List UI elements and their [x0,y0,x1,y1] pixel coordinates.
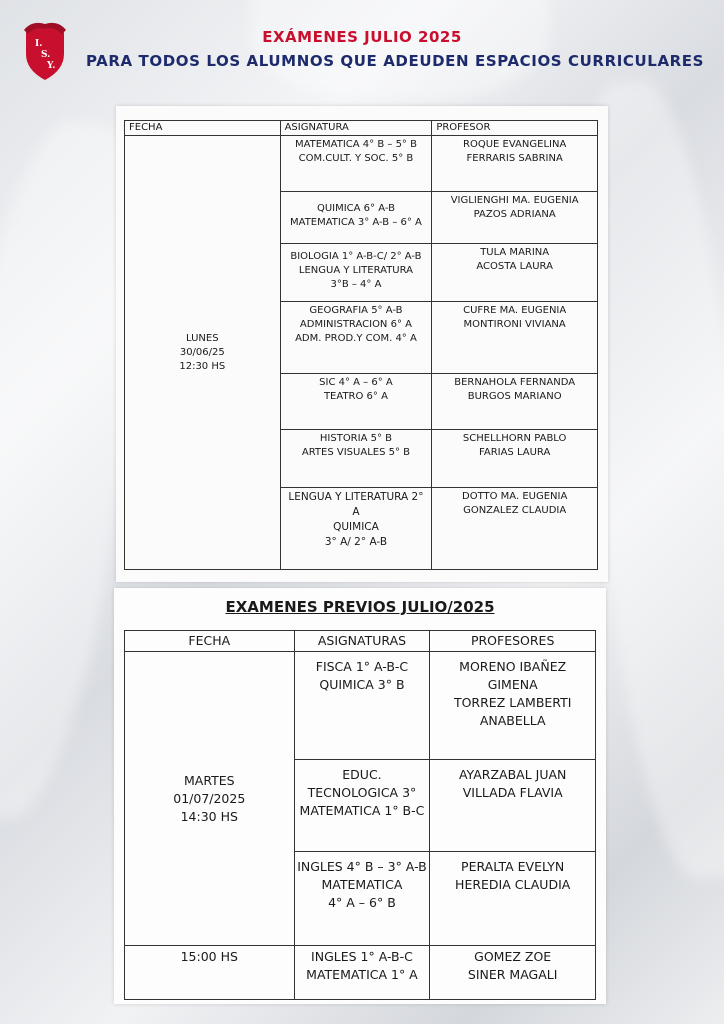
teacher-line: HEREDIA CLAUDIA [455,877,571,892]
teacher-line: GONZALEZ CLAUDIA [463,505,567,516]
teacher-line: VILLADA FLAVIA [462,785,563,800]
subject-line: ADMINISTRACION 6° A [299,319,412,330]
schedule-table-2 [124,630,596,1000]
subjects-cell [294,760,430,852]
subject-line: BIOLOGIA 1° A-B-C/ 2° A-B [290,251,422,262]
subject-line: TECNOLOGICA 3° [307,785,417,800]
header-fecha: FECHA [125,121,281,136]
table-header-row [125,631,596,652]
teacher-line: SCHELLHORN PABLO [462,433,567,444]
schedule-sheet-2 [114,588,606,1004]
date-date: 30/06/25 [179,346,225,358]
subject-line: COM.CULT. Y SOC. 5° B [298,153,414,164]
subject-line: TEATRO 6° A [323,391,388,402]
teachers-cell [432,244,598,302]
subject-line: MATEMATICA 1° B-C [299,803,425,818]
teacher-line: PERALTA EVELYN [461,859,565,874]
teacher-line: PAZOS ADRIANA [473,209,556,220]
subjects-cell [280,374,432,430]
subjects-cell [280,430,432,488]
subjects-cell [294,852,430,946]
subject-line: MATEMATICA [321,877,403,892]
teachers-cell [432,192,598,244]
subject-line: ARTES VISUALES 5° B [301,447,411,458]
teachers-cell [432,302,598,374]
teacher-line: TORREZ LAMBERTI [453,695,572,710]
subject-line: EDUC. [342,767,382,782]
teacher-line: ROQUE EVANGELINA [463,139,567,150]
subject-line: QUIMICA 3° B [319,677,405,692]
table-header-row [125,121,598,136]
teachers-cell [432,430,598,488]
teacher-line: ANABELLA [479,713,546,728]
date-day: MARTES [183,772,235,788]
subject-line: HISTORIA 5° B [319,433,393,444]
teacher-line: GIMENA [487,677,538,692]
subjects-cell [294,946,430,1000]
page-subtitle: PARA TODOS LOS ALUMNOS QUE ADEUDEN ESPACIOS CURRICULARES [85,52,705,70]
teacher-line: AYARZABAL JUAN [458,767,567,782]
teacher-line: FARIAS LAURA [479,447,551,458]
teacher-line: CUFRE MA. EUGENIA [463,305,567,316]
teacher-line: BURGOS MARIANO [467,391,562,402]
header [0,0,724,100]
teachers-cell [432,488,598,570]
teacher-line: VIGLIENGHI MA. EUGENIA [450,195,579,206]
subject-line: FISCA 1° A-B-C [315,659,409,674]
subjects-cell [280,192,432,244]
subject-line: A [352,506,360,518]
page-title: EXÁMENES JULIO 2025 [262,28,462,46]
teachers-cell [430,760,596,852]
teacher-line: TULA MARINA [480,247,550,258]
date-cell [125,652,295,946]
subjects-cell [280,244,432,302]
teachers-cell [430,852,596,946]
teacher-line: FERRARIS SABRINA [466,153,563,164]
table-row [125,652,596,760]
svg-text:Y.: Y. [47,61,56,71]
subject-line: LENGUA Y LITERATURA 2° [288,491,424,503]
header-asignaturas: ASIGNATURAS [294,631,430,652]
subject-line: 3°B – 4° A [330,279,382,290]
subject-line: MATEMATICA 1° A [306,967,418,982]
date-day: LUNES [186,332,219,344]
svg-text:S.: S. [41,50,51,60]
header-asignatura: ASIGNATURA [280,121,432,136]
header-profesor: PROFESOR [432,121,598,136]
subject-line: INGLES 1° A-B-C [311,949,413,964]
subject-line: MATEMATICA 3° A-B – 6° A [290,217,422,228]
date-date: 01/07/2025 [173,790,246,806]
schedule-sheet-1 [116,106,608,582]
subject-line: SIC 4° A – 6° A [319,377,393,388]
section-title: EXAMENES PREVIOS JULIO/2025 [225,598,495,616]
teacher-line: DOTTO MA. EUGENIA [462,491,568,502]
teacher-line: BERNAHOLA FERNANDA [454,377,576,388]
date-time: 12:30 HS [179,360,226,372]
teacher-line: MORENO IBAÑEZ [459,659,567,674]
header-fecha: FECHA [125,631,295,652]
subjects-cell [280,136,432,192]
subject-line: QUIMICA [333,521,379,533]
teachers-cell [430,946,596,1000]
schedule-table-1 [124,120,598,570]
subject-line: GEOGRAFIA 5° A-B [309,305,403,316]
teacher-line: ACOSTA LAURA [476,261,553,272]
teacher-line: MONTIRONI VIVIANA [463,319,566,330]
subject-line: QUIMICA 6° A-B [316,203,395,214]
subjects-cell [294,652,430,760]
teachers-cell [432,136,598,192]
subject-line: 3° A/ 2° A-B [324,536,388,548]
teachers-cell [432,374,598,430]
table-row [125,136,598,192]
teacher-line: GOMEZ ZOE [474,949,552,964]
time-cell: 15:00 HS [125,946,295,1000]
table-row [125,946,596,1000]
subjects-cell [280,488,432,570]
subject-line: LENGUA Y LITERATURA [298,265,414,276]
svg-text:I.: I. [35,39,43,49]
date-cell [125,136,281,570]
subjects-cell [280,302,432,374]
subject-line: 4° A – 6° B [328,895,396,910]
subject-line: ADM. PROD.Y COM. 4° A [295,333,417,344]
subject-line: MATEMATICA 4° B – 5° B [294,139,417,150]
subject-line: INGLES 4° B – 3° A-B [297,859,427,874]
teachers-cell [430,652,596,760]
date-time: 14:30 HS [180,808,238,824]
teacher-line: SINER MAGALI [467,967,558,982]
header-profesores: PROFESORES [430,631,596,652]
